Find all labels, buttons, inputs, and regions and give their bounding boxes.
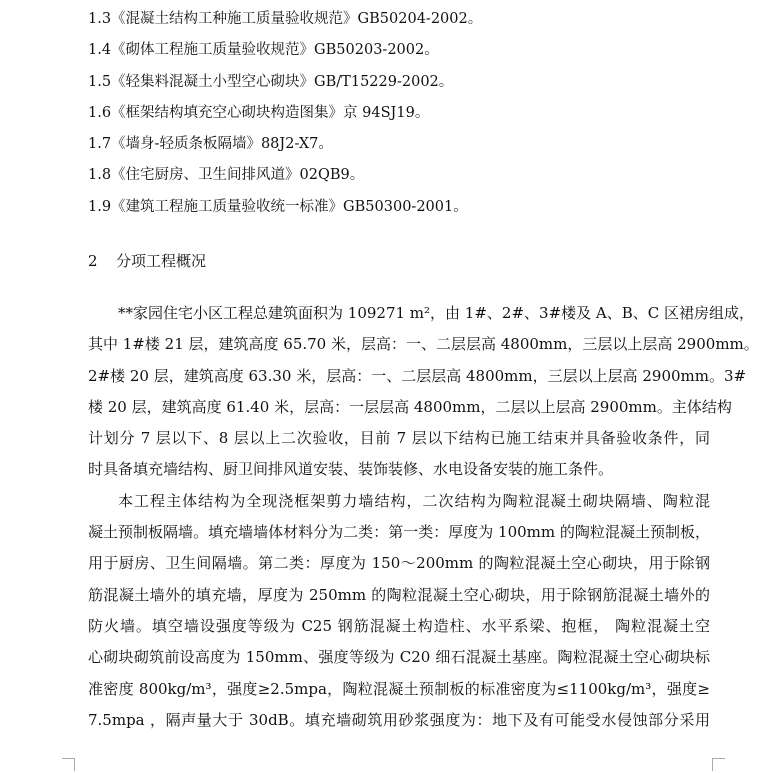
section-title: 分项工程概况 xyxy=(116,252,207,270)
margin-corner-mark xyxy=(62,758,75,771)
reference-item: 1.8《住宅厨房、卫生间排风道》02QB9。 xyxy=(88,167,365,184)
reference-item: 1.9《建筑工程施工质量验收统一标准》GB50300-2001。 xyxy=(88,198,468,215)
reference-list xyxy=(88,6,482,225)
reference-item: 1.6《框架结构填充空心砌块构造图集》京 94SJ19。 xyxy=(88,104,430,121)
paragraph-line: 防火墙。填空墙设强度等级为 C25 钢筋混凝土构造柱、水平系梁、抱框， 陶粒混凝土空 xyxy=(88,616,710,635)
reference-item: 1.5《轻集料混凝土小型空心砌块》GB/T15229-2002。 xyxy=(88,73,454,90)
paragraph-line: 2#楼 20 层，建筑高度 63.30 米，层高：一、二层层高 4800mm，三层以上层高 2900mm。3# xyxy=(88,366,747,385)
paragraph-line: 其中 1#楼 21 层，建筑高度 65.70 米，层高：一、二层层高 4800mm，三层以上层高 2900mm。 xyxy=(88,335,759,354)
section-number: 2 xyxy=(88,252,98,270)
paragraph-line: **家园住宅小区工程总建筑面积为 109271 m²，由 1#、2#、3#楼及 A、B、C 区裙房组成， xyxy=(118,304,755,322)
paragraph-line: 心砌块砌筑前设高度为 150mm、强度等级为 C20 细石混凝土基座。陶粒混凝土空心砌块标 xyxy=(88,648,710,667)
reference-item: 1.7《墙身-轻质条板隔墙》88J2-X7。 xyxy=(88,136,333,153)
reference-item: 1.4《砌体工程施工质量验收规范》GB50203-2002。 xyxy=(88,42,439,59)
paragraph-line: 用于厨房、卫生间隔墙。第二类：厚度为 150～200mm 的陶粒混凝土空心砌块，用于除钢 xyxy=(88,554,710,573)
paragraph-line: 筋混凝土墙外的填充墙，厚度为 250mm 的陶粒混凝土空心砌块，用于除钢筋混凝土墙外的 xyxy=(88,585,710,604)
section-heading xyxy=(88,248,206,274)
paragraph-line: 凝土预制板隔墙。填充墙墙体材料分为二类：第一类：厚度为 100mm 的陶粒混凝土预制板， xyxy=(88,523,710,542)
paragraph-line: 准密度 800kg/m³，强度≥2.5mpa，陶粒混凝土预制板的标准密度为≤1100kg/m³，强度≥ xyxy=(88,679,710,698)
paragraph-line: 本工程主体结构为全现浇框架剪力墙结构，二次结构为陶粒混凝土砌块隔墙、陶粒混 xyxy=(118,491,710,510)
section-body xyxy=(88,300,759,738)
paragraph-line: 计划分 7 层以下、8 层以上二次验收，目前 7 层以下结构已施工结束并具备验收条件，同 xyxy=(88,429,710,448)
reference-item: 1.3《混凝土结构工种施工质量验收规范》GB50204-2002。 xyxy=(88,11,483,27)
margin-corner-mark xyxy=(712,758,725,771)
paragraph-line: 7.5mpa ，隔声量大于 30dB。填充墙砌筑用砂浆强度为：地下及有可能受水侵蚀部分采用 xyxy=(88,710,710,729)
paragraph-line: 楼 20 层，建筑高度 61.40 米，层高：一层层高 4800mm，二层以上层高 2900mm。主体结构 xyxy=(88,397,732,416)
paragraph-line: 时具备填充墙结构、厨卫间排风道安装、装饰装修、水电设备安装的施工条件。 xyxy=(88,460,614,479)
